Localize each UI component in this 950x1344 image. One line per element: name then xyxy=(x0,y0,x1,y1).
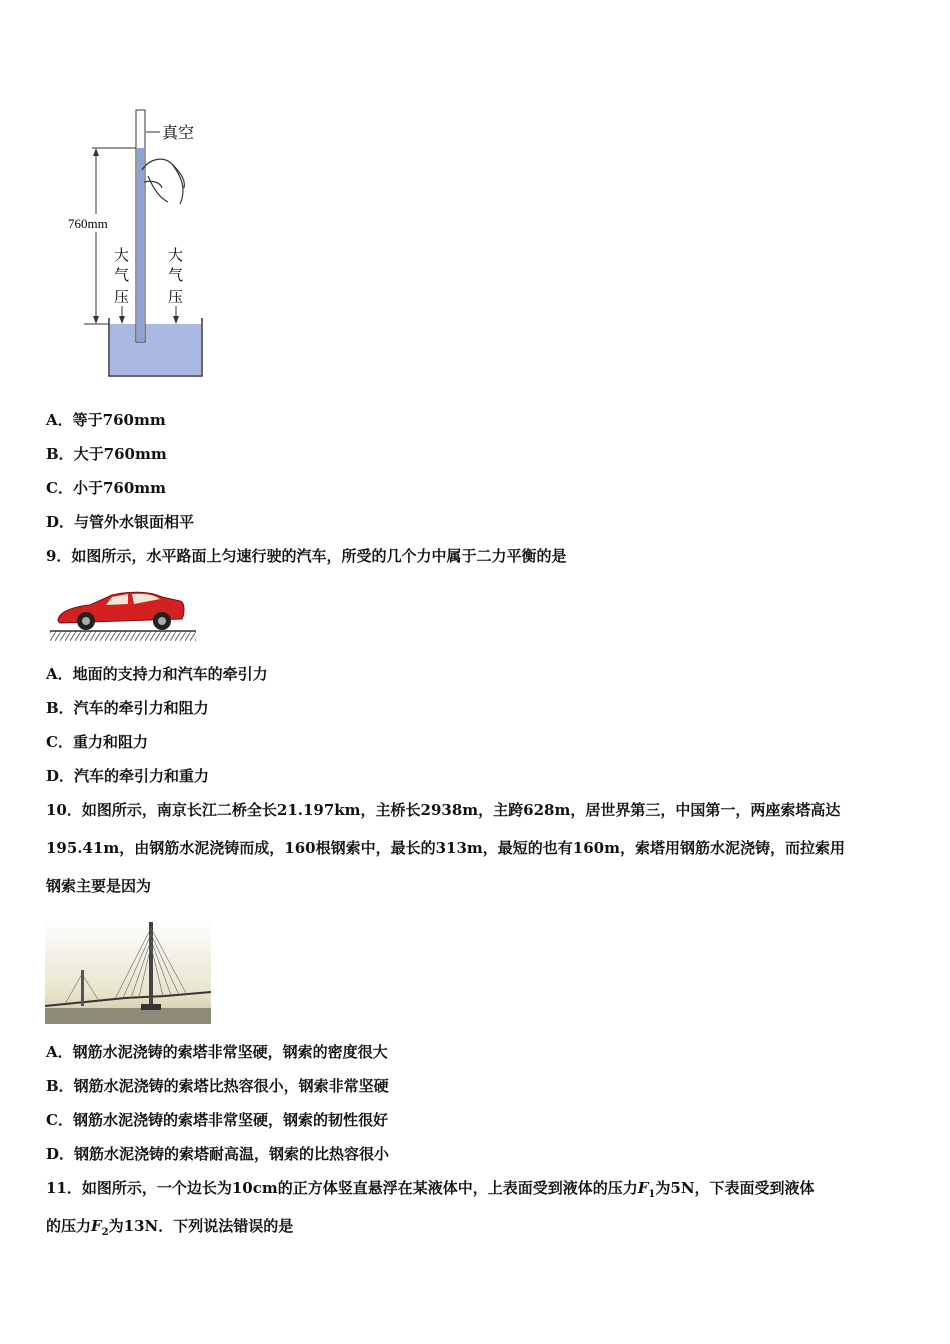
torricelli-figure xyxy=(64,108,214,382)
atm-left-1: 大 xyxy=(114,246,130,264)
q9-option-c: C．重力和阻力 xyxy=(46,733,148,751)
q11-line1-sub: 1 xyxy=(648,1189,656,1200)
q11-line1-text-a: 11．如图所示，一个边长为10cm的正方体竖直悬浮在某液体中，上表面受到液体的压力 xyxy=(46,1179,638,1197)
q10-option-d: D．钢筋水泥浇铸的索塔耐高温，钢索的比热容很小 xyxy=(46,1145,390,1163)
q11-line2-text-b: 为13N．下列说法错误的是 xyxy=(108,1217,294,1235)
q10-stem-line1: 10．如图所示，南京长江二桥全长21.197km，主桥长2938m，主跨628m，居世界第三，中国第一，两座索塔高达 xyxy=(46,801,841,819)
atm-right-2: 气 xyxy=(168,266,184,284)
q8-option-d: D．与管外水银面相平 xyxy=(46,513,195,531)
q11-line1-f: F xyxy=(637,1179,649,1197)
vacuum-label: 真空 xyxy=(162,123,195,142)
atm-right-3: 压 xyxy=(168,288,184,306)
q9-option-a: A．地面的支持力和汽车的牵引力 xyxy=(46,665,268,683)
height-label: 760mm xyxy=(68,216,108,231)
q10-option-c: C．钢筋水泥浇铸的索塔非常坚硬，钢索的韧性很好 xyxy=(46,1111,388,1129)
q9-stem: 9．如图所示，水平路面上匀速行驶的汽车，所受的几个力中属于二力平衡的是 xyxy=(46,547,567,565)
q11-line2-sub: 2 xyxy=(101,1227,109,1238)
q10-option-a: A．钢筋水泥浇铸的索塔非常坚硬，钢索的密度很大 xyxy=(46,1043,388,1061)
q9-option-d: D．汽车的牵引力和重力 xyxy=(46,767,210,785)
q10-stem-line2: 195.41m，由钢筋水泥浇铸而成，160根钢索中，最长的313m，最短的也有160m，索塔用钢筋水泥浇铸，而拉索用 xyxy=(46,839,845,857)
car-figure xyxy=(50,585,196,643)
q11-line1-text-b: 为5N，下表面受到液体 xyxy=(655,1179,815,1197)
bridge-photo xyxy=(45,918,211,1024)
atm-right-1: 大 xyxy=(168,246,184,264)
q11-stem-line1 xyxy=(46,1178,815,1205)
q8-option-c: C．小于760mm xyxy=(46,479,166,497)
q10-option-b: B．钢筋水泥浇铸的索塔比热容很小，钢索非常坚硬 xyxy=(46,1077,389,1095)
q11-line2-text-a: 的压力 xyxy=(46,1217,92,1235)
q8-option-a: A．等于760mm xyxy=(46,411,166,429)
q10-stem-line3: 钢索主要是因为 xyxy=(46,877,152,895)
q11-stem-line2 xyxy=(46,1216,293,1243)
hand-icon xyxy=(142,159,184,204)
atm-left-3: 压 xyxy=(114,288,130,306)
q11-line2-f: F xyxy=(91,1217,102,1235)
q9-option-b: B．汽车的牵引力和阻力 xyxy=(46,699,209,717)
q8-option-b: B．大于760mm xyxy=(46,445,167,463)
atm-left-2: 气 xyxy=(114,266,130,284)
